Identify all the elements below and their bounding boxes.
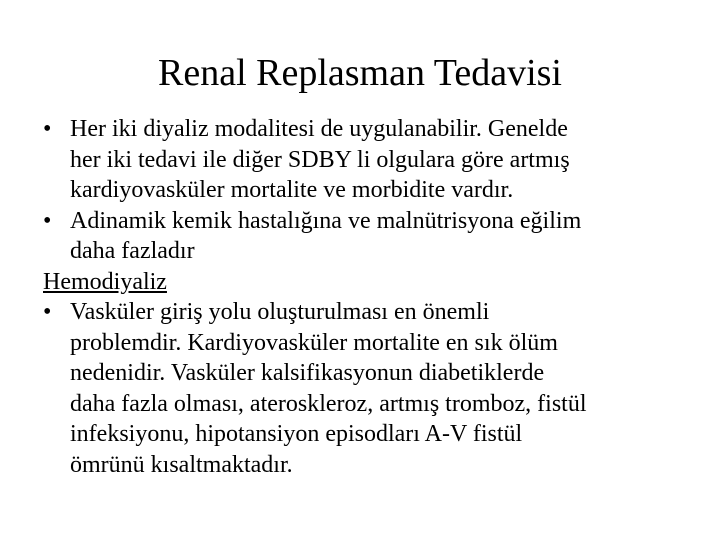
bullet-line: problemdir. Kardiyovasküler mortalite en sık ölüm <box>70 329 558 356</box>
slide-body <box>43 114 693 480</box>
bullet-dot-icon: • <box>43 299 52 325</box>
bullet-line: Adinamik kemik hastalığına ve malnütrisyona eğilim <box>70 207 582 234</box>
bullet-line: infeksiyonu, hipotansiyon episodları A-V fistül <box>70 421 523 447</box>
bullet-line: daha fazla olması, ateroskleroz, artmış tromboz, fistül <box>70 390 587 417</box>
bullet-line: kardiyovasküler mortalite ve morbidite vardır. <box>70 177 514 203</box>
bullet-item <box>43 297 693 480</box>
bullet-line: Her iki diyaliz modalitesi de uygulanabilir. Genelde <box>70 116 568 142</box>
bullet-line: ömrünü kısaltmaktadır. <box>70 451 293 478</box>
bullet-dot-icon: • <box>43 116 52 142</box>
bullet-dot-icon: • <box>43 207 52 234</box>
bullet-line: daha fazladır <box>70 238 195 264</box>
bullet-item <box>43 114 693 206</box>
slide-title: Renal Replasman Tedavisi <box>158 52 562 94</box>
bullet-item <box>43 206 693 267</box>
bullet-line: Vasküler giriş yolu oluşturulması en önemli <box>70 299 490 325</box>
bullet-line: nedenidir. Vasküler kalsifikasyonun diabetiklerde <box>70 360 545 386</box>
bullet-line: her iki tedavi ile diğer SDBY li olgulara göre artmış <box>70 146 570 173</box>
section-subheading: Hemodiyaliz <box>43 268 167 295</box>
